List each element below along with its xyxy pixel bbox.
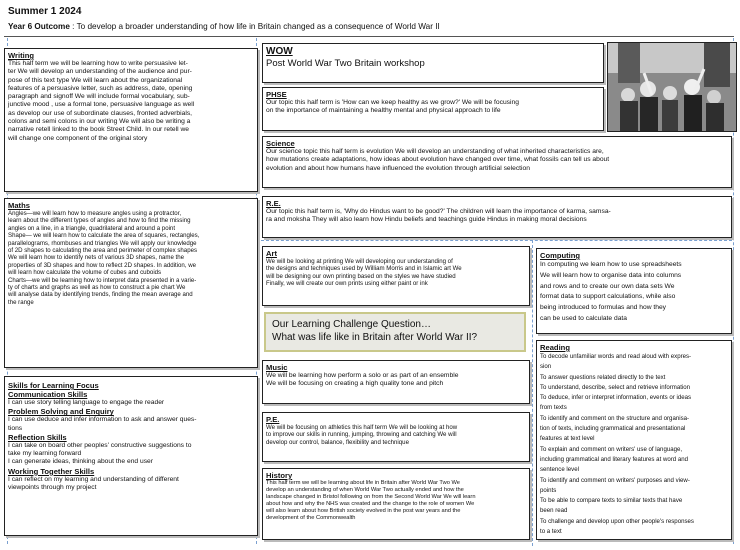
- wow-text: Post World War Two Britain workshop: [266, 58, 425, 69]
- computing-panel: [536, 248, 732, 334]
- science-text: Our science topic this half term is evolution We will develop an understanding of what inherited characteristics are, how mutations create adaptations, how ideas about evolution have changed over time, what fossils can tell us about evolution and about how humans have influenced the evolution through artificial selection: [266, 148, 610, 172]
- header-divider: [4, 36, 734, 37]
- guide-line: [256, 240, 732, 241]
- wow-panel: [262, 43, 604, 83]
- challenge-question: What was life like in Britain after World War II?: [272, 332, 478, 343]
- pe-text: We will be focusing on athletics this half term We will be looking at how to improve our skills in running, jumping, throwing and catching We will develop our control, balance, flexibility and technique: [266, 424, 458, 446]
- re-title: R.E.: [266, 199, 281, 208]
- art-panel: [262, 246, 530, 306]
- skills-reflection-text: I can take on board other peoples' constructive suggestions to take my learning forward I can generate ideas, thinking about the end user: [8, 441, 192, 466]
- maths-title: Maths: [8, 201, 30, 210]
- music-panel: [262, 360, 530, 404]
- reading-text: To decode unfamiliar words and read aloud with expres- sion To answer questions related directly to the text To understand, describe, select and retrieve information To deduce, infer or interpret information, events or ideas from texts To identify and comment on the structure and organisa- tion of texts, including grammatical and presentational features at text level To explain and comment on writers' use of language, including grammatical and literary features at word and sentence level To identify and comment on writers' purposes and view- points To be able to compare texts to similar texts that have been read To challenge and develop upon other people's responses to a text: [540, 353, 694, 536]
- skills-communication-heading: Communication Skills: [8, 390, 88, 399]
- pshe-title: PHSE: [266, 90, 287, 99]
- historical-photo: [607, 42, 737, 132]
- history-text: This half term we will be learning about life in Britain after World War Two We develop an understanding of when World War Two actually ended and how the landscape changed in Bristol following on from the Second World War We will learn about how and why the NHS was created and the change to the role of women We will also learn about how British society evolved in the post war years and the development of the Commonwealth: [266, 480, 476, 521]
- skills-communication-text: I can use story telling language to engage the reader: [8, 399, 165, 406]
- computing-title: Computing: [540, 251, 581, 260]
- writing-text: This half term we will be learning how to write persuasive let- ter We will develop an understanding of the audience and pur- pose of this text type We will learn about the organizational features of a persuasive letter, such as address, date, opening paragraph and signoff We will include formal vocabulary, sub- junctive mood , use a formal tone, persuasive language as well as develop our use of subordinate clauses, fronted adverbials, colons and semi colons in our writing We will also be writing a narrative retell linked to the book Street Child. In our retell we will change one component of the original story: [8, 60, 195, 142]
- science-panel: [262, 136, 732, 188]
- history-panel: [262, 468, 530, 540]
- outcome-label: Year 6 Outcome: [8, 22, 70, 31]
- skills-title: Skills for Learning Focus: [8, 381, 99, 390]
- writing-title: Writing: [8, 51, 35, 60]
- skills-working-heading: Working Together Skills: [8, 466, 95, 476]
- writing-panel: [4, 48, 258, 192]
- science-title: Science: [266, 139, 295, 148]
- maths-panel: [4, 198, 258, 368]
- art-text: We will be looking at printing We will developing our understanding of the designs and techniques used by William Morris and in Islamic art We will be designing our own printing based on the styles we have studied Finally, we will create our own prints using either paint or ink: [266, 258, 462, 288]
- re-text: Our topic this half term is, 'Why do Hindus want to be good?' The children will learn the importance of karma, samsa- ra and moksha They will also learn how Hindu beliefs and teachings guide Hindus in making moral decisions: [266, 208, 611, 224]
- skills-problem-heading: Problem Solving and Enquiry: [8, 407, 114, 417]
- term-heading: Summer 1 2024: [8, 6, 82, 17]
- wow-title: WOW: [266, 46, 293, 57]
- skills-reflection-heading: Reflection Skills: [8, 432, 67, 442]
- outcome-text: : To develop a broader understanding of how life in Britain changed as a consequence of World War II: [72, 22, 440, 31]
- re-panel: [262, 196, 732, 238]
- pshe-text: Our topic this half term is 'How can we keep healthy as we grow?' We will be focusing on the importance of maintaining a healthy mental and physical approach to life: [266, 99, 519, 115]
- pe-panel: [262, 412, 530, 462]
- pshe-panel: [262, 87, 604, 131]
- history-title: History: [266, 471, 293, 480]
- skills-problem-text: I can use deduce and infer information to ask and answer ques- tions: [8, 416, 197, 432]
- art-title: Art: [266, 249, 277, 258]
- reading-title: Reading: [540, 343, 570, 352]
- skills-panel: [4, 376, 258, 536]
- music-text: We will be learning how perform a solo or as part of an ensemble We will be focusing on creating a high quality tone and pitch: [266, 372, 459, 388]
- year-outcome: [8, 22, 728, 31]
- challenge-intro: Our Learning Challenge Question…: [272, 319, 431, 330]
- guide-line: [532, 240, 533, 546]
- maths-text: Angles—we will learn how to measure angles using a protractor, learn about the different types of angles and how to find the missing angles on a line, in a triangle, quadrilateral and around a point Shape— we will learn how to calculate the area of squares, rectangles, parallelograms, rhombuses and triangles We will apply our knowledge of 2D shapes to calculating the area and perimeter of complex shapes We will learn how to identify nets of various 3D shapes, name the properties of 3D shapes and how to reflect 2D shapes. In addition, we will learn how calculate the volume of cubes and cuboids Charts—we will be learning how to interpret data presented in a varie- ty of charts and graphs as well as how to construct a pie chart We will analyse data by identifying trends, finding the mean average and the range: [8, 210, 200, 306]
- reading-panel: [536, 340, 732, 540]
- learning-challenge-panel: [264, 312, 526, 352]
- skills-working-text: I can reflect on my learning and understanding of different viewpoints through my project: [8, 475, 179, 492]
- music-title: Music: [266, 363, 288, 372]
- crowd-illustration: [608, 43, 736, 131]
- computing-text: In computing we learn how to use spreadsheets We will learn how to organise data into columns and rows and to create our own data sets We format data to support calculations, while also being introduced to formulas and how they can be used to calculate data: [540, 261, 682, 322]
- pe-title: P.E.: [266, 415, 280, 424]
- guide-line: [7, 368, 257, 369]
